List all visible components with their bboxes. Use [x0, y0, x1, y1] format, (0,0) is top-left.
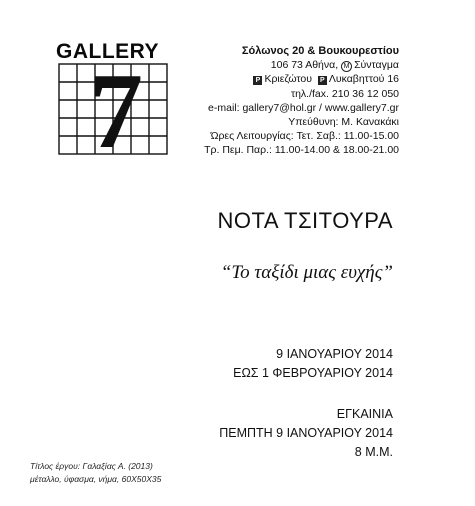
metro-station: Σύνταγμα	[354, 59, 399, 72]
parking-2: Λυκαβηττού 16	[328, 73, 399, 86]
hours-2: Τρ. Πεμ. Παρ.: 11.00-14.00 & 18.00-21.00	[204, 144, 399, 157]
parking-1: Κριεζώτου	[264, 73, 312, 86]
opening-info	[219, 405, 393, 462]
hours-1: Ώρες Λειτουργίας: Τετ. Σαβ.: 11.00-15.00	[210, 130, 399, 143]
contact-info	[99, 44, 399, 158]
phone: τηλ./fax. 210 36 12 050	[290, 87, 399, 100]
address: Σόλωνος 20 & Βουκουρεστίου	[241, 45, 399, 57]
metro-icon: Μ	[341, 61, 352, 72]
opening-date: ΠΕΜΠΤΗ 9 ΙΑΝΟΥΑΡΙΟΥ 2014	[219, 426, 393, 440]
artwork-caption	[30, 460, 161, 486]
gallery-logo-text: GALLERY	[56, 40, 160, 63]
parking-icon: P	[318, 76, 327, 85]
parking-line	[99, 72, 399, 86]
parking-icon: P	[253, 76, 262, 85]
date-start: 9 ΙΑΝΟΥΑΡΙΟΥ 2014	[276, 347, 393, 361]
date-end: ΕΩΣ 1 ΦΕΒΡΟΥΑΡΙΟΥ 2014	[233, 366, 393, 380]
email-web[interactable]: e-mail: gallery7@hol.gr / www.gallery7.gr	[208, 101, 399, 114]
logo-numeral: 7	[89, 63, 143, 155]
exhibition-dates	[233, 345, 393, 383]
opening-label: ΕΓΚΑΙΝΙΑ	[336, 407, 393, 421]
artist-name: ΝΟΤΑ ΤΣΙΤΟΥΡΑ	[217, 208, 393, 233]
city: 106 73 Αθήνα,	[270, 59, 339, 72]
city-metro-line	[99, 58, 399, 72]
exhibition-title: “Το ταξίδι μιας ευχής”	[220, 262, 393, 283]
caption-line-2: μέταλλο, ύφασμα, νήμα, 60Χ50Χ35	[30, 474, 162, 484]
manager: Υπεύθυνη: Μ. Κανακάκι	[288, 116, 399, 129]
opening-time: 8 Μ.Μ.	[354, 445, 393, 459]
caption-line-1: Τίτλος έργου: Γαλαξίας Α. (2013)	[30, 461, 153, 471]
